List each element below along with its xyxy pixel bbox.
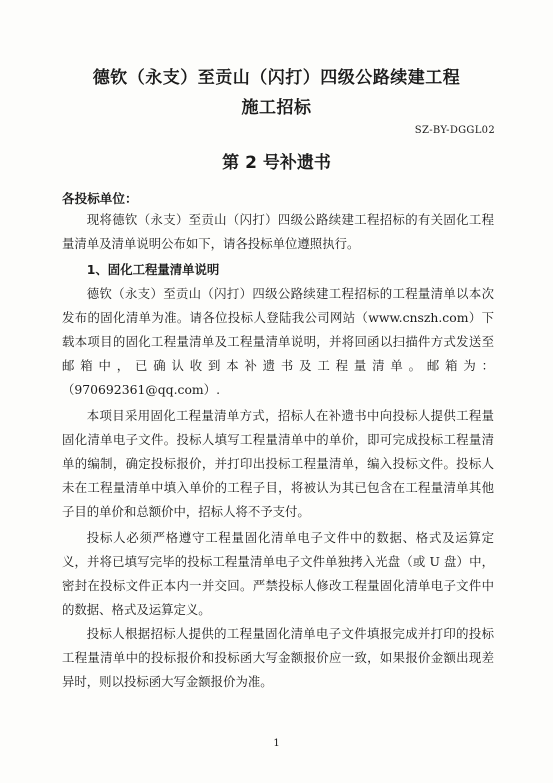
intro-paragraph: 现将德钦（永支）至贡山（闪打）四级公路续建工程招标的有关固化工程量清单及清单说明公布如下，请各投标单位遵照执行。 [62, 212, 494, 251]
paragraph-4: 投标人根据招标人提供的工程量固化清单电子文件填报完成并打印的投标工程量清单中的投标报价和投标函大写金额报价应一致，如果报价金额出现差异时，则以投标函大写金额报价为准。 [62, 626, 494, 689]
document-title-line1: 德钦（永支）至贡山（闪打）四级公路续建工程 [92, 68, 461, 88]
addendum-title: 第 2 号补遗书 [222, 153, 331, 173]
paragraph-2: 本项目采用固化工程量清单方式，招标人在补遗书中向投标人提供工程量固化清单电子文件。投标人填写工程量清单中的单价，即可完成投标工程量清单的编制，确定投标报价，并打印出投标工程量清单，编入投标文件。投标人未在工程量清单中填入单价的工程子目，将被认为其已包含在工程量清单其他子目的单价和总额价中，招标人将不予支付。 [62, 408, 494, 519]
paragraph-3: 投标人必须严格遵守工程量固化清单电子文件中的数据、格式及运算定义，并将已填写完毕的投标工程量清单电子文件单独拷入光盘（或 U 盘）中，密封在投标文件正本内一并交回。严禁投标人修改工程量固化清单电子文件中的数据、格式及运算定义。 [62, 530, 494, 617]
paragraph-1: 德钦（永支）至贡山（闪打）四级公路续建工程招标的工程量清单以本次发布的固化清单为准。请各位投标人登陆我公司网站（www.cnszh.com）下载本项目的固化工程量清单及工程量清单说明，并将回函以扫描件方式发送至邮箱中，已确认收到本补遗书及工程量清单。邮箱为：（970692361@qq.com）. [62, 286, 494, 397]
section-heading: 1、固化工程量清单说明 [86, 262, 220, 277]
document-number: SZ-BY-DGGL02 [414, 125, 495, 136]
salutation: 各投标单位： [62, 191, 138, 206]
page-number: 1 [273, 738, 280, 749]
document-title-line2: 施工招标 [241, 98, 312, 118]
